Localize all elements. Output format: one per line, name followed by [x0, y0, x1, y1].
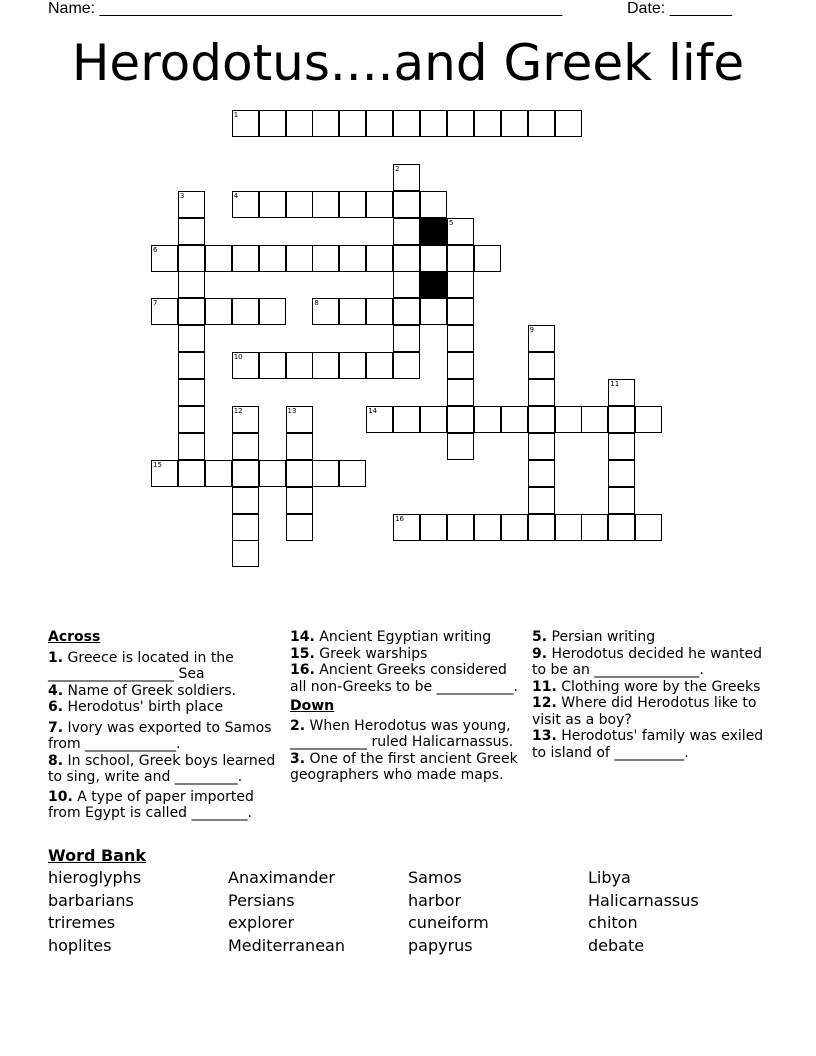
- clue-across-8: 8. In school, Greek boys learned to sing, write and _________.: [48, 752, 276, 785]
- crossword-cell[interactable]: [232, 540, 259, 567]
- clue-across-1: 1. Greece is located in the __________________ Sea: [48, 649, 234, 682]
- crossword-cell[interactable]: [286, 460, 313, 487]
- word-bank-item: Halicarnassus: [588, 890, 699, 910]
- word-bank-item: debate: [588, 936, 645, 956]
- crossword-cell[interactable]: [286, 433, 313, 460]
- crossword-cell[interactable]: [205, 460, 232, 487]
- clue-column-1: [48, 629, 282, 822]
- crossword-cell[interactable]: [447, 298, 474, 325]
- clue-number-label: 14: [368, 406, 378, 415]
- crossword-cell[interactable]: [528, 406, 555, 433]
- crossword-cell[interactable]: [232, 433, 259, 460]
- crossword-cell[interactable]: [312, 110, 339, 137]
- crossword-cell[interactable]: [366, 352, 393, 379]
- clue-number-label: 10: [233, 353, 243, 362]
- clue-number-label: 3: [179, 191, 185, 200]
- clue-number-label: 11: [610, 380, 620, 388]
- crossword-cell[interactable]: [232, 514, 259, 541]
- clue-number-label: 2: [395, 164, 400, 173]
- crossword-cell[interactable]: [447, 271, 474, 298]
- crossword-cell[interactable]: [312, 191, 339, 218]
- crossword-cell[interactable]: [528, 379, 555, 406]
- clue-number-label: 13: [287, 406, 297, 415]
- crossword-cell[interactable]: [286, 110, 313, 137]
- crossword-cell[interactable]: [447, 110, 474, 137]
- crossword-block: [420, 271, 447, 298]
- crossword-cell[interactable]: [528, 487, 555, 514]
- crossword-cell[interactable]: [232, 298, 259, 325]
- crossword-block: [420, 218, 447, 245]
- crossword-cell[interactable]: [366, 110, 393, 137]
- crossword-cell[interactable]: [178, 433, 205, 460]
- clue-down-9: 9. Herodotus decided he wanted to be an _______________.: [532, 645, 762, 678]
- crossword-cell[interactable]: [205, 245, 232, 272]
- crossword-cell[interactable]: [581, 514, 608, 541]
- clue-number-label: 8: [314, 299, 319, 308]
- clue-number-label: 12: [233, 406, 243, 415]
- clue-across-10: 10. A type of paper imported from Egypt is called ________.: [48, 788, 254, 821]
- crossword-cell[interactable]: [178, 379, 205, 406]
- crossword-cell[interactable]: [474, 245, 501, 272]
- crossword-cell[interactable]: [393, 271, 420, 298]
- crossword-cell[interactable]: [608, 433, 635, 460]
- crossword-cell[interactable]: [608, 487, 635, 514]
- crossword-cell[interactable]: [178, 245, 205, 272]
- crossword-cell[interactable]: [501, 406, 528, 433]
- crossword-cell[interactable]: [339, 298, 366, 325]
- word-bank-item: explorer: [228, 913, 295, 933]
- crossword-cell[interactable]: [366, 191, 393, 218]
- clue-number-label: 16: [395, 514, 405, 523]
- crossword-cell[interactable]: [393, 406, 420, 433]
- crossword-cell[interactable]: [339, 191, 366, 218]
- clue-number-label: 15: [153, 460, 162, 469]
- crossword-cell[interactable]: [474, 406, 501, 433]
- clue-number-label: 5: [448, 218, 454, 227]
- crossword-cell[interactable]: [420, 298, 447, 325]
- crossword-cell[interactable]: [555, 110, 582, 137]
- clue-down-13: 13. Herodotus' family was exiled to island of __________.: [532, 728, 764, 761]
- word-bank-item: cuneiform: [408, 913, 489, 933]
- crossword-cell[interactable]: [259, 298, 286, 325]
- crossword-cell[interactable]: [501, 110, 528, 137]
- word-bank-heading: Word Bank: [48, 846, 147, 865]
- word-bank-item: barbarians: [48, 890, 134, 910]
- crossword-cell[interactable]: [420, 191, 447, 218]
- crossword-cell[interactable]: [393, 218, 420, 245]
- clue-down-5: 5. Persian writing: [532, 629, 656, 645]
- crossword-cell[interactable]: [339, 352, 366, 379]
- clue-across-4: 4. Name of Greek soldiers.: [48, 682, 236, 699]
- word-bank-item: papyrus: [408, 936, 473, 956]
- crossword-cell[interactable]: [393, 191, 420, 218]
- crossword-cell[interactable]: [420, 406, 447, 433]
- word-bank-item: Anaximander: [228, 868, 335, 887]
- crossword-cell[interactable]: [420, 110, 447, 137]
- crossword-cell[interactable]: [312, 352, 339, 379]
- crossword-cell[interactable]: [447, 433, 474, 460]
- crossword-cell[interactable]: [286, 191, 313, 218]
- crossword-cell[interactable]: [366, 298, 393, 325]
- crossword-cell[interactable]: [178, 352, 205, 379]
- word-bank-item: chiton: [588, 913, 638, 933]
- crossword-cell[interactable]: [366, 245, 393, 272]
- word-bank-item: hoplites: [48, 936, 112, 956]
- crossword-cell[interactable]: [178, 406, 205, 433]
- word-bank-item: Mediterranean: [228, 936, 345, 956]
- crossword-cell[interactable]: [608, 406, 635, 433]
- clue-column-2: [290, 629, 524, 784]
- crossword-cell[interactable]: [528, 110, 555, 137]
- crossword-cell[interactable]: [259, 191, 286, 218]
- word-bank-item: harbor: [408, 890, 462, 910]
- crossword-cell[interactable]: [447, 325, 474, 352]
- crossword-cell[interactable]: [259, 460, 286, 487]
- crossword-cell[interactable]: [555, 514, 582, 541]
- clue-number-label: 1: [233, 111, 239, 119]
- crossword-cell[interactable]: [339, 245, 366, 272]
- crossword-cell[interactable]: [420, 245, 447, 272]
- crossword-cell[interactable]: [555, 406, 582, 433]
- crossword-cell[interactable]: [447, 406, 474, 433]
- crossword-cell[interactable]: [474, 514, 501, 541]
- clue-down-3: 3. One of the first ancient Greek geographers who made maps.: [290, 750, 518, 783]
- crossword-cell[interactable]: [447, 352, 474, 379]
- clue-column-3: [532, 629, 766, 761]
- crossword-cell[interactable]: [339, 110, 366, 137]
- crossword-cell[interactable]: [447, 379, 474, 406]
- clue-across-15: 15. Greek warships: [290, 645, 428, 662]
- crossword-cell[interactable]: [528, 352, 555, 379]
- crossword-cell[interactable]: [178, 325, 205, 352]
- crossword-cell[interactable]: [286, 245, 313, 272]
- clue-across-16: 16. Ancient Greeks considered all non-Greeks to be ___________.: [290, 662, 518, 695]
- crossword-cell[interactable]: [635, 514, 662, 541]
- crossword-cell[interactable]: [393, 298, 420, 325]
- crossword-cell[interactable]: [286, 352, 313, 379]
- page-title: Herodotus....and Greek life: [71, 34, 745, 92]
- across-heading: Across: [48, 629, 101, 645]
- date-field-label: Date: _______: [627, 0, 732, 17]
- clue-across-6: 6. Herodotus' birth place: [48, 699, 224, 715]
- crossword-cell[interactable]: [501, 514, 528, 541]
- clue-down-2: 2. When Herodotus was young, ___________ ruled Halicarnassus.: [290, 717, 514, 750]
- crossword-cell[interactable]: [178, 460, 205, 487]
- clue-number-label: 6: [153, 245, 158, 254]
- crossword-cell[interactable]: [608, 460, 635, 487]
- crossword-cell[interactable]: [393, 325, 420, 352]
- crossword-cell[interactable]: [259, 352, 286, 379]
- crossword-cell[interactable]: [581, 406, 608, 433]
- crossword-cell[interactable]: [259, 245, 286, 272]
- clue-across-7: 7. Ivory was exported to Samos from _____________.: [48, 719, 272, 752]
- crossword-cell[interactable]: [528, 460, 555, 487]
- crossword-cell[interactable]: [420, 514, 447, 541]
- crossword-cell[interactable]: [393, 245, 420, 272]
- clue-number-label: 9: [529, 326, 535, 335]
- crossword-cell[interactable]: [312, 460, 339, 487]
- down-heading: Down: [290, 698, 335, 714]
- crossword-cell[interactable]: [608, 514, 635, 541]
- crossword-cell[interactable]: [178, 218, 205, 245]
- crossword-cell[interactable]: [635, 406, 662, 433]
- clue-down-12: 12. Where did Herodotus like to visit as a boy?: [532, 695, 757, 728]
- crossword-cell[interactable]: [393, 352, 420, 379]
- crossword-cell[interactable]: [232, 245, 259, 272]
- crossword-cell[interactable]: [259, 110, 286, 137]
- crossword-cell[interactable]: [447, 514, 474, 541]
- crossword-cell[interactable]: [339, 460, 366, 487]
- crossword-cell[interactable]: [178, 271, 205, 298]
- word-bank-item: Samos: [408, 868, 462, 887]
- clue-across-14: 14. Ancient Egyptian writing: [290, 629, 492, 645]
- crossword-cell[interactable]: [286, 487, 313, 514]
- word-bank-item: triremes: [48, 913, 116, 933]
- crossword-cell[interactable]: [286, 514, 313, 541]
- crossword-cell[interactable]: [312, 245, 339, 272]
- crossword-cell[interactable]: [205, 298, 232, 325]
- word-bank-item: Persians: [228, 890, 295, 910]
- crossword-cell[interactable]: [474, 110, 501, 137]
- name-field-label: Name: ____________________________________________________: [48, 0, 563, 17]
- crossword-cell[interactable]: [393, 110, 420, 137]
- crossword-cell[interactable]: [528, 514, 555, 541]
- clue-number-label: 4: [233, 191, 239, 200]
- word-bank-item: Libya: [588, 868, 631, 887]
- crossword-cell[interactable]: [232, 487, 259, 514]
- crossword-cell[interactable]: [178, 298, 205, 325]
- word-bank-item: hieroglyphs: [48, 868, 142, 887]
- clue-down-11: 11. Clothing wore by the Greeks: [532, 678, 761, 695]
- clue-number-label: 7: [153, 299, 158, 308]
- crossword-cell[interactable]: [447, 245, 474, 272]
- crossword-cell[interactable]: [232, 460, 259, 487]
- crossword-cell[interactable]: [528, 433, 555, 460]
